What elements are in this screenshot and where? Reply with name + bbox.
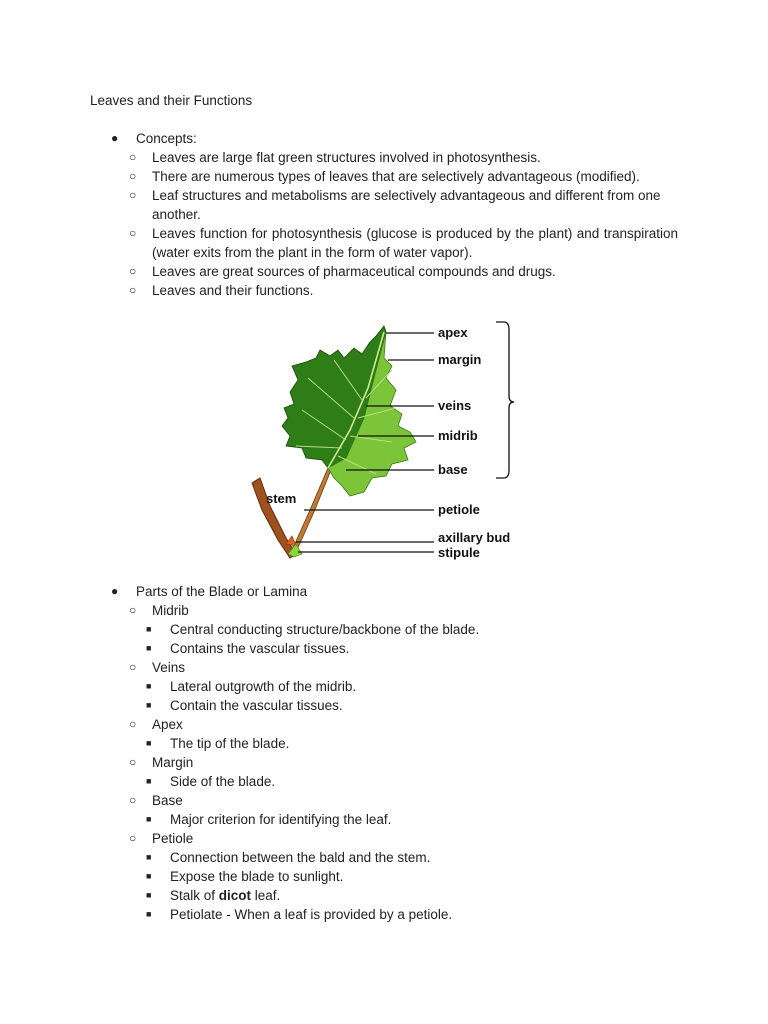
label-base: base bbox=[438, 462, 468, 477]
page-title: Leaves and their Functions bbox=[90, 93, 253, 108]
filled-bullet-icon: ● bbox=[111, 131, 119, 145]
label-petiole: petiole bbox=[438, 502, 480, 517]
square-bullet-icon: ■ bbox=[146, 681, 152, 691]
label-stem: stem bbox=[266, 491, 297, 506]
part-detail: Contains the vascular tissues. bbox=[170, 641, 350, 656]
blade-parts-wrapper bbox=[0, 601, 768, 924]
hollow-bullet-icon: ○ bbox=[129, 717, 137, 731]
part-midrib bbox=[0, 601, 768, 620]
blade-parts-list bbox=[0, 601, 768, 924]
part-petiole bbox=[0, 829, 768, 848]
blade-heading-item bbox=[0, 582, 768, 601]
square-bullet-icon: ■ bbox=[146, 643, 152, 653]
list-item bbox=[0, 148, 768, 167]
list-item bbox=[0, 677, 768, 696]
hollow-bullet-icon: ○ bbox=[129, 831, 137, 845]
hollow-bullet-icon: ○ bbox=[129, 264, 137, 278]
part-name: Base bbox=[152, 793, 183, 808]
concept-text: Leaves are large flat green structures involved in photosynthesis. bbox=[152, 150, 541, 165]
list-item bbox=[0, 772, 768, 791]
label-veins: veins bbox=[438, 398, 472, 413]
list-item bbox=[0, 886, 768, 905]
blade-heading: Parts of the Blade or Lamina bbox=[136, 584, 308, 599]
list-item bbox=[0, 734, 768, 753]
part-name: Margin bbox=[152, 755, 194, 770]
part-detail: Major criterion for identifying the leaf. bbox=[170, 812, 392, 827]
square-bullet-icon: ■ bbox=[146, 890, 152, 900]
hollow-bullet-icon: ○ bbox=[129, 169, 137, 183]
list-item bbox=[0, 167, 768, 186]
label-midrib: midrib bbox=[438, 428, 478, 443]
concepts-heading-item bbox=[0, 129, 768, 148]
list-item bbox=[0, 696, 768, 715]
label-apex: apex bbox=[438, 325, 468, 340]
concept-text: Leaf structures and metabolisms are selectively advantageous and different from one another. bbox=[152, 188, 661, 222]
hollow-bullet-icon: ○ bbox=[129, 226, 137, 240]
part-detail: Central conducting structure/backbone of the blade. bbox=[170, 622, 480, 637]
list-item bbox=[0, 186, 768, 224]
stem-shape bbox=[252, 478, 296, 558]
list-item bbox=[0, 262, 768, 281]
square-bullet-icon: ■ bbox=[146, 871, 152, 881]
hollow-bullet-icon: ○ bbox=[129, 603, 137, 617]
part-name: Petiole bbox=[152, 831, 194, 846]
hollow-bullet-icon: ○ bbox=[129, 755, 137, 769]
concept-text: There are numerous types of leaves that are selectively advantageous (modified). bbox=[152, 169, 640, 184]
part-detail: Contain the vascular tissues. bbox=[170, 698, 343, 713]
leaf-diagram bbox=[246, 318, 526, 563]
part-veins bbox=[0, 658, 768, 677]
concept-text: Leaves function for photosynthesis (glucose is produced by the plant) and transpiration (water exits from the plant in the form of water vapor). bbox=[152, 226, 678, 260]
hollow-bullet-icon: ○ bbox=[129, 793, 137, 807]
list-item bbox=[0, 281, 768, 300]
part-name: Veins bbox=[152, 660, 186, 675]
part-detail: Lateral outgrowth of the midrib. bbox=[170, 679, 357, 694]
part-detail: Connection between the bald and the stem. bbox=[170, 850, 431, 865]
square-bullet-icon: ■ bbox=[146, 738, 152, 748]
part-detail-bold: dicot bbox=[218, 888, 252, 903]
list-item bbox=[0, 810, 768, 829]
part-detail: Side of the blade. bbox=[170, 774, 276, 789]
part-name: Midrib bbox=[152, 603, 189, 618]
square-bullet-icon: ■ bbox=[146, 814, 152, 824]
part-name: Apex bbox=[152, 717, 183, 732]
hollow-bullet-icon: ○ bbox=[129, 660, 137, 674]
square-bullet-icon: ■ bbox=[146, 909, 152, 919]
part-apex bbox=[0, 715, 768, 734]
label-margin: margin bbox=[438, 352, 482, 367]
hollow-bullet-icon: ○ bbox=[129, 283, 137, 297]
concepts-section bbox=[0, 129, 768, 300]
list-item bbox=[0, 224, 768, 262]
concepts-heading: Concepts: bbox=[136, 131, 197, 146]
list-item bbox=[0, 867, 768, 886]
filled-bullet-icon: ● bbox=[111, 584, 119, 598]
label-axillary-bud: axillary bud bbox=[438, 530, 511, 545]
hollow-bullet-icon: ○ bbox=[129, 188, 137, 202]
concept-text: Leaves are great sources of pharmaceutical compounds and drugs. bbox=[152, 264, 556, 279]
list-item bbox=[0, 848, 768, 867]
square-bullet-icon: ■ bbox=[146, 776, 152, 786]
list-item bbox=[0, 639, 768, 658]
hollow-bullet-icon: ○ bbox=[129, 150, 137, 164]
part-detail-suffix: leaf. bbox=[251, 888, 281, 903]
part-base bbox=[0, 791, 768, 810]
blade-parts-section bbox=[0, 582, 768, 924]
square-bullet-icon: ■ bbox=[146, 852, 152, 862]
part-detail: Expose the blade to sunlight. bbox=[170, 869, 344, 884]
part-detail: Petiolate - When a leaf is provided by a petiole. bbox=[170, 907, 453, 922]
square-bullet-icon: ■ bbox=[146, 700, 152, 710]
list-item bbox=[0, 905, 768, 924]
part-detail: The tip of the blade. bbox=[170, 736, 290, 751]
list-item bbox=[0, 620, 768, 639]
part-detail-prefix: Stalk of bbox=[170, 888, 219, 903]
part-margin bbox=[0, 753, 768, 772]
concepts-list bbox=[0, 148, 768, 300]
concepts-list-wrapper bbox=[0, 148, 768, 300]
label-stipule: stipule bbox=[438, 545, 480, 560]
square-bullet-icon: ■ bbox=[146, 624, 152, 634]
concept-text: Leaves and their functions. bbox=[152, 283, 314, 298]
